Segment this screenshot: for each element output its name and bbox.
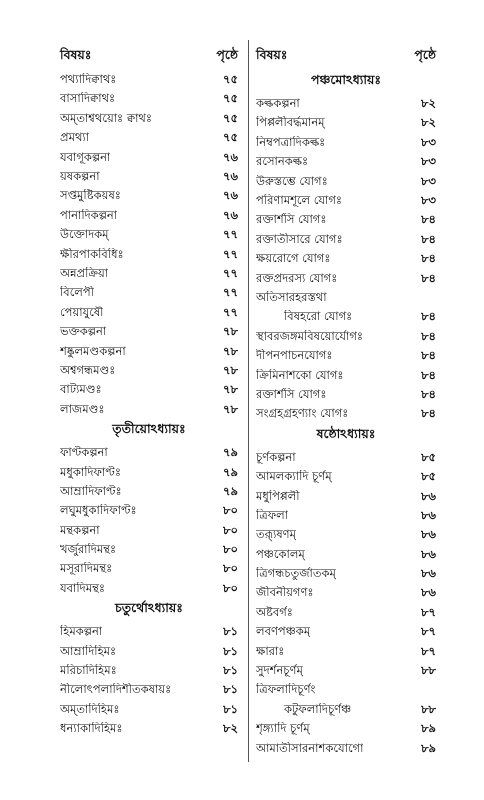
entry-name: রসোনকল্কঃ xyxy=(256,155,309,169)
entry-page: ৮৬ xyxy=(421,507,436,522)
entry-page: ৮৮ xyxy=(421,701,436,716)
entry-page: ৮৩ xyxy=(421,154,436,169)
toc-entry xyxy=(60,462,238,481)
entry-name: আমাতীসারনাশকযোগো xyxy=(256,741,364,755)
entry-page: ৮২ xyxy=(223,721,238,736)
chapter-heading-3: তৃতীয়োঽধ্যায়ঃ xyxy=(112,421,186,437)
entry-name: লাজমণ্ডঃ xyxy=(60,402,105,416)
entry-name: হিমকল্পনা xyxy=(60,625,103,639)
chapter-heading-4: চতুর্থোঽধ্যায়ঃ xyxy=(115,600,183,616)
toc-entry xyxy=(60,700,238,719)
toc-entry xyxy=(60,322,238,341)
entry-page: ৮০ xyxy=(223,542,238,557)
toc-entry xyxy=(60,206,238,225)
entry-page: ৮৬ xyxy=(421,488,436,503)
entry-page: ৭৬ xyxy=(223,207,238,222)
toc-entry xyxy=(256,172,436,191)
entry-name: পথ্যাদিক্বাথঃ xyxy=(60,73,117,87)
entry-page: ৭৭ xyxy=(223,265,238,280)
entry-name: পানাদিকল্পনা xyxy=(60,208,118,222)
entry-page: ৮৬ xyxy=(421,585,436,600)
entry-name: শষ্কুলমণ্ডকল্পনা xyxy=(60,344,126,358)
toc-entry xyxy=(60,559,238,578)
toc-entry xyxy=(256,564,436,583)
entry-name: সংগ্রহগ্রহণ্যাং যোগঃ xyxy=(256,407,349,421)
toc-entry xyxy=(256,404,436,423)
toc-entry xyxy=(256,249,436,268)
toc-entry xyxy=(60,283,238,302)
subject-header: বিষয়ঃ xyxy=(256,46,288,62)
entry-name: অশ্বগন্ধমণ্ডঃ xyxy=(60,363,116,377)
entry-page: ৮০ xyxy=(223,561,238,576)
entry-page: ৭৫ xyxy=(223,130,238,145)
entry-name: অষ্টবর্গঃ xyxy=(256,605,293,619)
entry-page: ৮৮ xyxy=(421,663,436,678)
toc-entry xyxy=(256,385,436,404)
entry-name: যবাদিমন্থঃ xyxy=(60,581,105,595)
entry-page: ৮১ xyxy=(223,624,238,639)
entry-page: ৮৩ xyxy=(421,173,436,188)
toc-entry xyxy=(256,327,436,346)
toc-entry xyxy=(60,579,238,598)
toc-entry xyxy=(256,191,436,210)
entry-page: ৭৭ xyxy=(223,246,238,261)
entry-page: ৮১ xyxy=(223,643,238,658)
toc-entry xyxy=(60,128,238,147)
toc-entry xyxy=(60,167,238,186)
entry-page: ৮২ xyxy=(421,115,436,130)
entry-name: কল্ককল্পনা xyxy=(256,97,300,111)
toc-entry xyxy=(256,113,436,132)
entry-name: ধন্যাকাদিহিমঃ xyxy=(60,722,123,736)
entry-page: ৭৫ xyxy=(223,110,238,125)
entry-page: ৭৭ xyxy=(223,285,238,300)
entry-page: ৮০ xyxy=(223,580,238,595)
entry-page: ৭৮ xyxy=(223,382,238,397)
toc-entry xyxy=(256,230,436,249)
toc-entry xyxy=(60,225,238,244)
entry-name: লবণপঞ্চকম্‌ xyxy=(256,625,311,639)
entry-name: প্রমথ্যা xyxy=(60,131,90,145)
toc-entry xyxy=(256,622,436,641)
entry-name: পিপ্পলীবৰ্দ্ধমানম্‌ xyxy=(256,116,325,130)
entry-name: বিলেপী xyxy=(60,286,94,300)
entry-page: ৭৭ xyxy=(223,304,238,319)
column-divider xyxy=(248,40,249,762)
entry-name: ক্ষয়রোগে যোগঃ xyxy=(256,252,331,266)
toc-entry xyxy=(256,545,436,564)
subject-header: বিষয়ঃ xyxy=(60,46,92,62)
entry-name: রক্তপ্রদরস্য যোগঃ xyxy=(256,271,338,285)
entry-name: পঞ্চকোলম্‌ xyxy=(256,547,305,561)
entry-page: ৮৪ xyxy=(421,386,436,401)
entry-page: ৭৬ xyxy=(223,169,238,184)
entry-page: ৮৬ xyxy=(421,546,436,561)
entry-name: লঘুমধুকাদিফাণ্টঃ xyxy=(60,504,137,518)
entry-name: ত্রিগন্ধচতুর্জাতকম্‌ xyxy=(256,567,336,581)
entry-page: ৮৪ xyxy=(421,270,436,285)
entry-page: ৭৫ xyxy=(223,72,238,87)
toc-entry xyxy=(60,680,238,699)
entry-name: রক্তার্শসি যোগঃ xyxy=(256,213,327,227)
entry-page: ৭৯ xyxy=(223,464,238,479)
toc-entry xyxy=(256,739,436,758)
entry-page: ৭৭ xyxy=(223,227,238,242)
toc-entry xyxy=(256,448,436,467)
entry-name: ক্রিমিনাশকো যোগঃ xyxy=(256,368,344,382)
entry-name: বাসাদিক্বাথঃ xyxy=(60,92,116,106)
toc-entry xyxy=(60,521,238,540)
entry-name: অতিসারহরস্তথা xyxy=(256,290,327,304)
toc-entry xyxy=(60,89,238,108)
toc-entry xyxy=(256,467,436,486)
entry-page: ৮০ xyxy=(223,522,238,537)
entry-name: ত্রিফলাদিচূর্ণং xyxy=(256,683,316,697)
entry-page: ৭৬ xyxy=(223,149,238,164)
toc-entry xyxy=(60,148,238,167)
entry-name: মন্থকল্পনা xyxy=(60,523,100,537)
entry-name: মধুকাদিফাণ্টঃ xyxy=(60,465,121,479)
toc-entry xyxy=(60,443,238,462)
toc-right-column xyxy=(256,40,436,758)
toc-entry xyxy=(256,486,436,505)
entry-page: ৮১ xyxy=(223,701,238,716)
page-header: পৃষ্ঠে xyxy=(414,46,436,62)
entry-page: ৮৪ xyxy=(421,406,436,421)
toc-left-column xyxy=(60,40,238,739)
toc-entry xyxy=(60,501,238,520)
toc-entry xyxy=(256,269,436,288)
entry-name: অন্নপ্রক্রিয়া xyxy=(60,266,109,280)
toc-entry xyxy=(60,341,238,360)
toc-entry xyxy=(256,152,436,171)
entry-name: রক্তাতীসারে যোগঃ xyxy=(256,232,343,246)
toc-entry xyxy=(256,525,436,544)
entry-name: বিষহরো যোগঃ xyxy=(284,310,353,324)
entry-page: ৮০ xyxy=(223,503,238,518)
toc-entry xyxy=(60,482,238,501)
toc-entry xyxy=(256,719,436,738)
entry-name: আম্রাদিফাণ্টঃ xyxy=(60,484,122,498)
entry-name: উরুস্তম্ভে যোগঃ xyxy=(256,174,328,188)
entry-name: ক্ষারাঃ xyxy=(256,644,285,658)
entry-name: আমলক্যাদি চূর্ণম্‌ xyxy=(256,470,332,484)
left-header xyxy=(60,40,238,70)
entry-name: চূর্ণকল্পনা xyxy=(256,450,296,464)
toc-entry xyxy=(256,365,436,384)
entry-name: স্থাবরজঙ্গমবিষয়োর্যোগঃ xyxy=(256,329,363,343)
entry-page: ৮১ xyxy=(223,663,238,678)
entry-name: অম্‌তাদিহিমঃ xyxy=(60,702,120,716)
entry-name: ক্ষীরপাকবিধিঃ xyxy=(60,247,124,261)
toc-entry xyxy=(256,288,436,307)
entry-name: ভক্তকল্পনা xyxy=(60,325,107,339)
entry-name: ফাণ্টকল্পনা xyxy=(60,446,108,460)
entry-name: আম্রাদিহিমঃ xyxy=(60,644,117,658)
entry-name: যবাগূকল্পনা xyxy=(60,150,111,164)
toc-entry xyxy=(60,109,238,128)
right-header xyxy=(256,40,436,70)
toc-entry xyxy=(60,303,238,322)
toc-entry xyxy=(256,642,436,661)
entry-page: ৭৯ xyxy=(223,445,238,460)
entry-name: কটুফলাদিচূর্ণঞ্চ xyxy=(284,702,352,716)
entry-page: ৮৫ xyxy=(421,449,436,464)
chapter-heading-6: ষষ্ঠোঽধ্যায়ঃ xyxy=(316,425,376,441)
entry-name: মসূরাদিমন্থঃ xyxy=(60,562,113,576)
entry-page: ৭৫ xyxy=(223,91,238,106)
entry-name: নীলোৎপলাদিশীতকষায়ঃ xyxy=(60,683,172,697)
entry-name: ত্রিফলা xyxy=(256,508,289,522)
entry-name: ত্র্যূষণম্‌ xyxy=(256,528,297,542)
entry-name: য়ষকল্পনা xyxy=(60,170,100,184)
toc-entry xyxy=(60,622,238,641)
entry-name: বাট্যমণ্ডঃ xyxy=(60,383,102,397)
entry-page: ৮৪ xyxy=(421,348,436,363)
entry-name: জীবনীয়গণঃ xyxy=(256,586,314,600)
toc-entry xyxy=(60,264,238,283)
toc-entry xyxy=(256,133,436,152)
entry-name: নিম্বপত্রাদিকল্কঃ xyxy=(256,135,326,149)
entry-page: ৮৭ xyxy=(421,643,436,658)
entry-page: ৮৯ xyxy=(421,740,436,755)
entry-page: ৮৬ xyxy=(421,566,436,581)
entry-name: সুদর্শনচূর্ণম্‌ xyxy=(256,664,303,678)
toc-entry xyxy=(60,361,238,380)
entry-name: উক্তোদকম্‌ xyxy=(60,228,109,242)
entry-name: পরিণামশূলে যোগঃ xyxy=(256,194,343,208)
entry-page: ৮৬ xyxy=(421,527,436,542)
toc-entry xyxy=(60,186,238,205)
entry-page: ৭৮ xyxy=(223,343,238,358)
entry-page: ৭৮ xyxy=(223,362,238,377)
toc-entry xyxy=(256,700,436,719)
entry-page: ৮৪ xyxy=(421,367,436,382)
entry-page: ৭৮ xyxy=(223,324,238,339)
entry-page: ৮৪ xyxy=(421,309,436,324)
toc-entry xyxy=(60,661,238,680)
toc-entry xyxy=(60,245,238,264)
toc-entry xyxy=(256,603,436,622)
entry-name: রক্তার্শসি যোগঃ xyxy=(256,387,327,401)
entry-page: ৮৪ xyxy=(421,231,436,246)
entry-name: পেয়াযুষৌ xyxy=(60,305,104,319)
page-header: পৃষ্ঠে xyxy=(216,46,238,62)
chapter-heading-5: পঞ্চমোঽধ্যায়ঃ xyxy=(310,72,382,87)
entry-page: ৭৯ xyxy=(223,483,238,498)
entry-page: ৮১ xyxy=(223,682,238,697)
entry-page: ৮৩ xyxy=(421,193,436,208)
entry-name: মরিচাদিহিমঃ xyxy=(60,664,117,678)
entry-name: শৃঙ্গ্যাদি চূর্ণম্‌ xyxy=(256,722,310,736)
toc-entry xyxy=(60,540,238,559)
entry-name: সপ্তমুষ্টিকয়ষঃ xyxy=(60,189,121,203)
entry-page: ৮৪ xyxy=(421,212,436,227)
toc-entry xyxy=(60,642,238,661)
toc-entry xyxy=(60,719,238,738)
entry-page: ৮৪ xyxy=(421,251,436,266)
entry-page: ৮৪ xyxy=(421,328,436,343)
entry-name: দীপনপাচনযোগঃ xyxy=(256,349,333,363)
toc-entry xyxy=(256,307,436,326)
entry-name: খর্জুরাদিমন্থঃ xyxy=(60,543,117,557)
entry-page: ৮২ xyxy=(421,96,436,111)
entry-page: ৮৭ xyxy=(421,604,436,619)
entry-page: ৮৫ xyxy=(421,469,436,484)
toc-entry xyxy=(256,94,436,113)
toc-entry xyxy=(60,380,238,399)
entry-page: ৮৯ xyxy=(421,721,436,736)
toc-entry xyxy=(60,400,238,419)
entry-name: মধুপিপ্পলী xyxy=(256,489,300,503)
toc-entry xyxy=(256,680,436,699)
entry-name: অম্‌তাশ্বথয়োঃ ক্বাথঃ xyxy=(60,111,153,125)
entry-page: ৮৩ xyxy=(421,134,436,149)
toc-entry xyxy=(256,346,436,365)
toc-entry xyxy=(256,583,436,602)
entry-page: ৭৮ xyxy=(223,401,238,416)
toc-entry xyxy=(256,506,436,525)
toc-entry xyxy=(60,70,238,89)
toc-entry xyxy=(256,661,436,680)
entry-page: ৮৭ xyxy=(421,624,436,639)
toc-entry xyxy=(256,210,436,229)
entry-page: ৭৬ xyxy=(223,188,238,203)
